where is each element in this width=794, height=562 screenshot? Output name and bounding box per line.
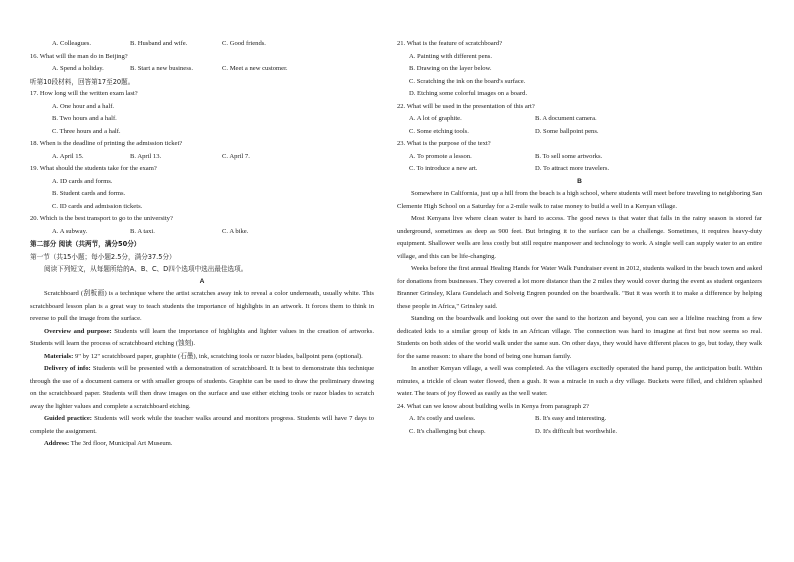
option: A. To promote a lesson. bbox=[409, 152, 472, 160]
option: A. Spend a holiday. bbox=[52, 65, 104, 72]
q15-options bbox=[30, 38, 374, 51]
address-paragraph bbox=[30, 438, 374, 451]
address-text: The 3rd floor, Municipal Art Museum. bbox=[69, 440, 173, 447]
option: C. Meet a new customer. bbox=[222, 65, 288, 72]
q24-options-ab bbox=[397, 413, 762, 426]
delivery-text: Students will be presented with a demonstration of scratchboard. It is best to demonstrate this technique through the use of a document camera or with smaller groups of students. Graphite can be used to draw the preliminary drawing on the scratchboard paper. Students will then draw images on the surface and use either etching tools or razor blades to scratch away the lighter values and complete a scratchboard etching. bbox=[30, 365, 375, 410]
overview-label: Overview and purpose: bbox=[44, 327, 112, 335]
option: A. A subway. bbox=[52, 227, 88, 235]
q22-options-cd bbox=[397, 126, 762, 139]
option: A. ID cards and forms. bbox=[52, 177, 113, 185]
passage-b-paragraph-3: Weeks before the first annual Healing Hands for Water Walk Fundraiser event in 2012, students walked in the beach town and asked for donations from businesses. They covered a lot more distance than the 2 miles they would cover during the event as student organizers Branner Grinsley, Klara Gundelach and Solveig Engren pounded on the boardwalk. "But it was worth it to make a difference by helping these people in Africa," Grinsley said. bbox=[397, 265, 762, 310]
option: A. Painting with different pens. bbox=[409, 52, 493, 60]
question-19: 19. What should the students take for the exam? bbox=[30, 165, 157, 172]
option: B. April 13. bbox=[130, 152, 162, 160]
passage-b-label: B bbox=[577, 177, 582, 185]
passage-b bbox=[397, 188, 762, 401]
option: A. It's costly and useless. bbox=[409, 415, 476, 422]
question-20: 20. Which is the best transport to go to the university? bbox=[30, 215, 173, 222]
passage-b-paragraph-1: Somewhere in California, just up a hill from the beach is a high school, where students will meet before traveling to neighboring San Clemente High School on a Saturday for a 2-mile walk to raise money to build a well in a Kenyan village. bbox=[397, 190, 762, 210]
question-21: 21. What is the feature of scratchboard? bbox=[397, 40, 503, 47]
passage-a-intro: Scratchboard (刮板画) is a technique where the artist scratches away ink to reveal a color underneath, usually white. This scratchboard lesson plan is a great way to teach students the importance of highlights in an artwork. It forces them to think in reverse to pull the image from the surface. bbox=[30, 290, 374, 322]
question-22: 22. What will be used in the presentation of this art? bbox=[397, 102, 535, 110]
option: D. It's difficult but worthwhile. bbox=[535, 427, 618, 435]
listening-note: 听第10段材料，回答第17至20题。 bbox=[30, 77, 135, 86]
option: C. ID cards and admission tickets. bbox=[52, 202, 143, 210]
option: C. Three hours and a half. bbox=[52, 127, 121, 135]
passage-a-label: A bbox=[199, 277, 205, 285]
question-17: 17. How long will the written exam last? bbox=[30, 90, 138, 97]
overview-paragraph bbox=[30, 326, 374, 351]
question-16: 16. What will the man do in Beijing? bbox=[30, 52, 128, 60]
address-label: Address: bbox=[44, 440, 70, 447]
option: A. One hour and a half. bbox=[52, 102, 115, 110]
materials-label: Materials: bbox=[44, 352, 74, 360]
option: C. It's challenging but cheap. bbox=[409, 427, 486, 435]
question-23: 23. What is the purpose of the text? bbox=[397, 140, 491, 147]
option: B. Drawing on the layer below. bbox=[409, 65, 492, 72]
option: C. A bike. bbox=[222, 227, 249, 235]
materials-text: 9" by 12" scratchboard paper, graphite (石墨), ink, scratching tools or razor blades, ballpoint pens (optional). bbox=[73, 352, 363, 360]
option: B. Two hours and a half. bbox=[52, 115, 117, 122]
right-column bbox=[397, 38, 762, 438]
passage-b-paragraph-4: Standing on the boardwalk and looking out over the sand to the horizon and beyond, you can see a lifeline reaching from a few dedicated kids to a similar group of kids in an African village. The connection was hard to imagine at first but now seems so real. Students on both sides of the world walk under the same sun. On other days, they would have different places to go, but today, they walk for the same reason: to share the bond of being one human family. bbox=[397, 315, 762, 360]
option: C. April 7. bbox=[222, 152, 250, 160]
option: B. To sell some artworks. bbox=[535, 152, 603, 160]
option: B. It's easy and interesting. bbox=[535, 415, 607, 422]
section-one-heading: 第一节（共15小题；每小题2.5分，满分37.5分） bbox=[30, 252, 176, 261]
passage-b-paragraph-2: Most Kenyans live where clean water is hard to access. The good news is that water that falls in the rainy season is stored far underground, sometimes as deep as 900 feet. But bringing it to the surface can be a challenge. Sometimes, it requires heavy-duty equipment. Shallower wells are less costly but still require manpower and technology to work. A single well can supply water to an entire village, and this can be life-changing. bbox=[397, 215, 762, 260]
guided-text: Students will work while the teacher walks around and monitors progress. Students will have 7 days to complete the assignment. bbox=[30, 415, 374, 435]
option: D. To attract more travelers. bbox=[535, 165, 610, 172]
option: C. To introduce a new art. bbox=[409, 165, 478, 172]
q23-options-ab bbox=[397, 151, 762, 164]
option: C. Some etching tools. bbox=[409, 127, 469, 135]
option: C. Scratching the ink on the board's surface. bbox=[409, 77, 526, 85]
option: B. A document camera. bbox=[535, 115, 597, 122]
option: C. Good friends. bbox=[222, 40, 266, 47]
question-18: 18. When is the deadline of printing the admission ticket? bbox=[30, 140, 183, 147]
q20-options bbox=[30, 226, 374, 239]
q18-options bbox=[30, 151, 374, 164]
delivery-label: Delivery of info: bbox=[44, 365, 91, 372]
option: B. A taxi. bbox=[130, 227, 155, 235]
option: D. Etching some colorful images on a board. bbox=[409, 90, 528, 97]
part-two-heading: 第二部分 阅读（共两节，满分50分） bbox=[30, 240, 141, 248]
option: A. A lot of graphite. bbox=[409, 115, 462, 122]
option: A. April 15. bbox=[52, 152, 84, 160]
reading-instruction: 阅读下列短文，从每题所给的A、B、C、D四个选项中选出最佳选项。 bbox=[44, 265, 248, 273]
q23-options-cd bbox=[397, 163, 762, 176]
guided-paragraph bbox=[30, 413, 374, 438]
guided-label: Guided practice: bbox=[44, 415, 92, 422]
passage-b-paragraph-5: In another Kenyan village, a well was completed. As the villagers excitedly operated the hand pump, the anticipation built. Within minutes, a trickle of clean water flowed, then a gush. It was a miracle in such a dry village. Buckets were filled, and children splashed water. The tears of joy flowed as easily as the well water. bbox=[397, 365, 762, 397]
q24-options-cd bbox=[397, 426, 762, 439]
q22-options-ab bbox=[397, 113, 762, 126]
q16-options bbox=[30, 63, 374, 76]
option: B. Husband and wife. bbox=[130, 40, 188, 47]
option: B. Start a new business. bbox=[130, 65, 194, 72]
passage-a bbox=[30, 288, 374, 451]
left-column bbox=[30, 38, 374, 451]
overview-text: Students will learn the importance of highlights and lighter values in the creation of artworks. Students will learn the process of scratchboard etching (蚀刻). bbox=[30, 327, 374, 347]
delivery-paragraph bbox=[30, 363, 374, 413]
question-24: 24. What can we know about building wells in Kenya from paragraph 2? bbox=[397, 402, 589, 410]
option: A. Colleagues. bbox=[52, 40, 92, 47]
option: D. Some ballpoint pens. bbox=[535, 127, 599, 135]
option: B. Student cards and forms. bbox=[52, 190, 126, 197]
materials-paragraph bbox=[30, 351, 374, 364]
